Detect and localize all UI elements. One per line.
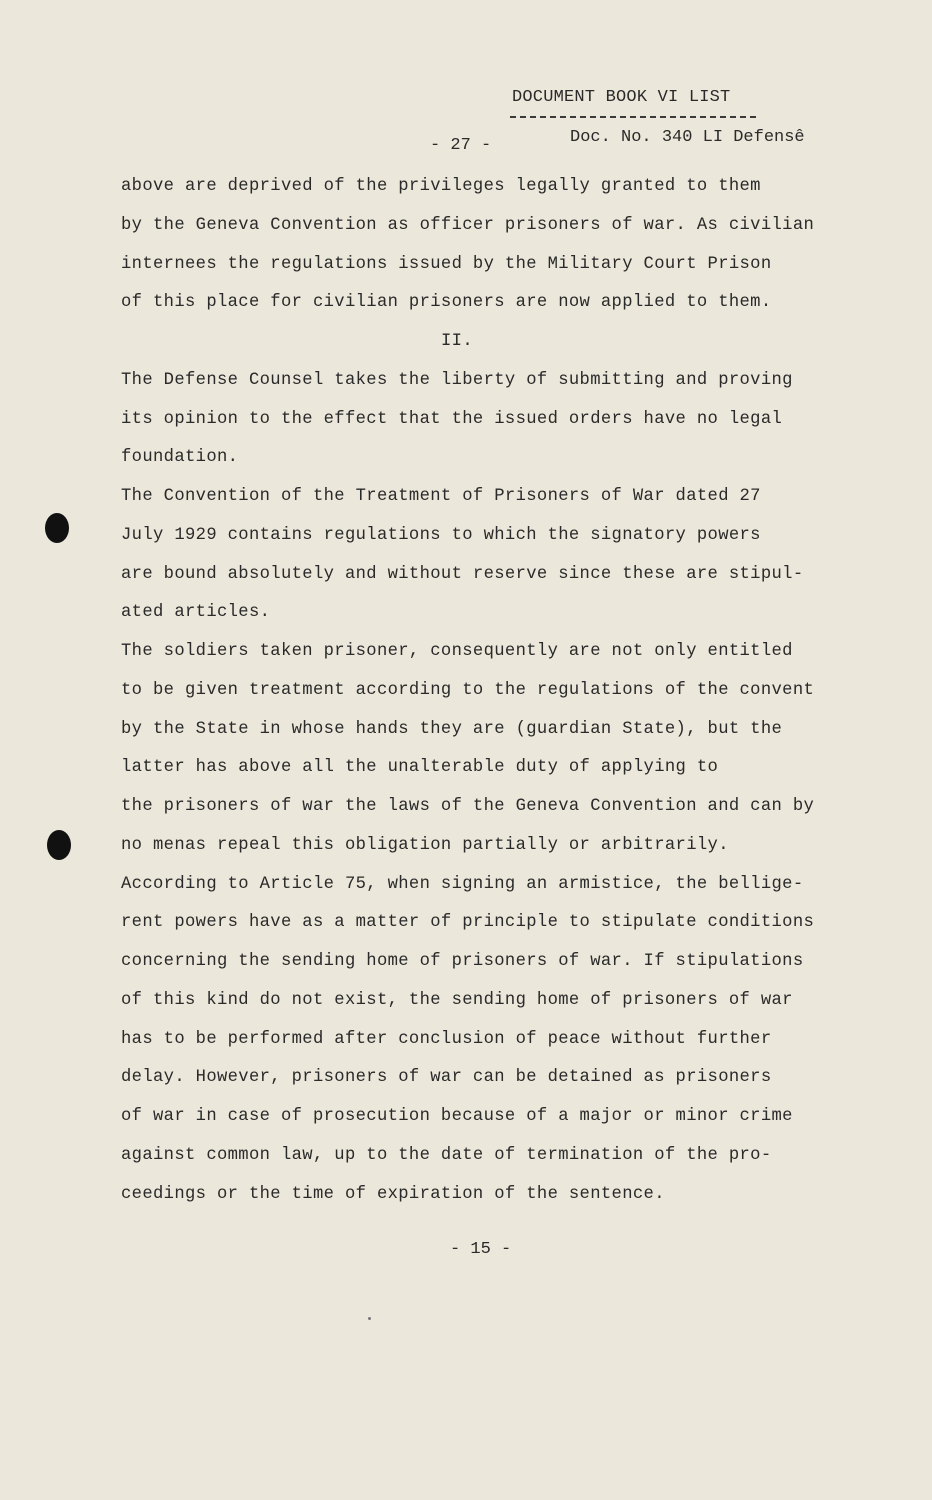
- text-line: ated articles.: [121, 603, 271, 623]
- doc-number: Doc. No. 340 LI Defensê: [570, 128, 805, 147]
- text-line: rent powers have as a matter of principle to stipulate conditions: [121, 913, 815, 933]
- text-line: by the Geneva Convention as officer prisoners of war. As civilian: [121, 215, 815, 235]
- text-line: delay. However, prisoners of war can be detained as prisoners: [121, 1068, 772, 1088]
- punch-hole: [45, 513, 69, 543]
- text-line: of war in case of prosecution because of a major or minor crime: [121, 1107, 793, 1126]
- text-line: by the State in whose hands they are (guardian State), but the: [121, 719, 783, 739]
- text-line: foundation.: [121, 448, 239, 468]
- text-line: the prisoners of war the laws of the Geneva Convention and can by: [121, 797, 815, 816]
- top-page-number: - 27 -: [430, 136, 492, 155]
- section-heading: II.: [441, 332, 473, 351]
- text-line: The Defense Counsel takes the liberty of submitting and proving: [121, 370, 793, 390]
- text-line: to be given treatment according to the regulations of the convent: [121, 680, 815, 700]
- text-line: no menas repeal this obligation partially or arbitrarily.: [121, 835, 729, 855]
- text-line: ceedings or the time of expiration of the sentence.: [121, 1184, 665, 1204]
- text-line: of this place for civilian prisoners are now applied to them.: [121, 293, 772, 313]
- text-line: latter has above all the unalterable duty of applying to: [121, 758, 719, 778]
- text-line: has to be performed after conclusion of peace without further: [121, 1029, 772, 1049]
- document-book-title: DOCUMENT BOOK VI LIST: [512, 88, 731, 107]
- title-underline: [510, 116, 756, 118]
- text-line: of this kind do not exist, the sending home of prisoners of war: [121, 990, 793, 1010]
- text-line: The Convention of the Treatment of Prisoners of War dated 27: [121, 487, 761, 506]
- body-text: [121, 168, 881, 1214]
- text-line: above are deprived of the privileges legally granted to them: [121, 177, 761, 196]
- text-line: concerning the sending home of prisoners of war. If stipulations: [121, 952, 804, 971]
- text-line: its opinion to the effect that the issued orders have no legal: [121, 409, 783, 429]
- bottom-page-number: - 15 -: [450, 1240, 512, 1259]
- text-line: The soldiers taken prisoner, consequently are not only entitled: [121, 642, 793, 661]
- text-line: July 1929 contains regulations to which the signatory powers: [121, 525, 761, 545]
- punch-hole: [47, 830, 71, 860]
- text-line: According to Article 75, when signing an armistice, the bellige-: [121, 874, 804, 894]
- text-line: are bound absolutely and without reserve since these are stipul-: [121, 564, 804, 584]
- text-line: against common law, up to the date of termination of the pro-: [121, 1145, 772, 1165]
- paper-speck: [368, 1317, 371, 1320]
- text-line: internees the regulations issued by the Military Court Prison: [121, 254, 772, 274]
